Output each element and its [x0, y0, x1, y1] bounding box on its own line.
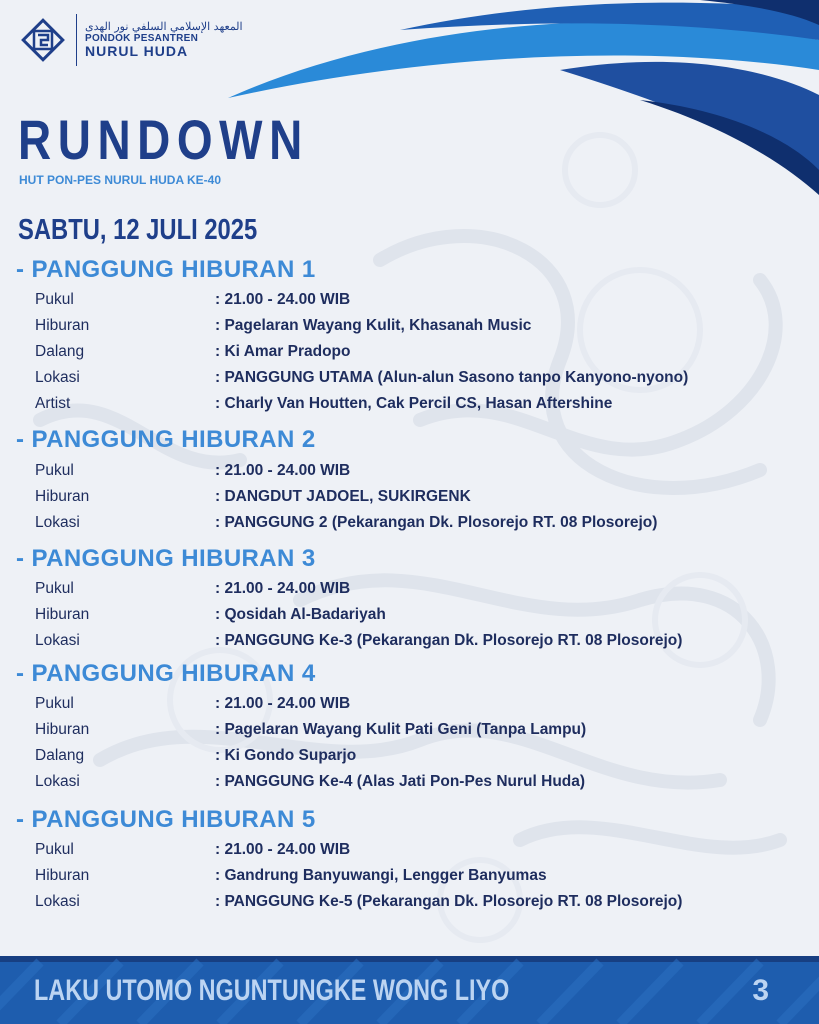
- row-value: : 21.00 - 24.00 WIB: [215, 462, 351, 479]
- page-number: 3: [752, 974, 769, 1007]
- logo-line-1: PONDOK PESANTREN: [85, 32, 199, 44]
- section-title: - PANGGUNG HIBURAN 3: [16, 545, 316, 572]
- row-label: Hiburan: [35, 488, 90, 505]
- row-label: Lokasi: [35, 514, 80, 531]
- section-title: - PANGGUNG HIBURAN 2: [16, 426, 316, 453]
- row-value: : Pagelaran Wayang Kulit, Khasanah Music: [215, 317, 532, 334]
- row-label: Hiburan: [35, 867, 90, 884]
- row-value: : Charly Van Houtten, Cak Percil CS, Hasan Aftershine: [215, 395, 613, 412]
- page-title: RUNDOWN: [18, 108, 309, 171]
- row-value: : Ki Gondo Suparjo: [215, 747, 357, 764]
- footer-motto: LAKU UTOMO NGUNTUNGKE WONG LIYO: [34, 974, 510, 1007]
- row-label: Dalang: [35, 747, 85, 764]
- row-value: : PANGGUNG Ke-4 (Alas Jati Pon-Pes Nurul Huda): [215, 773, 586, 790]
- row-label: Hiburan: [35, 606, 90, 623]
- row-value: : Pagelaran Wayang Kulit Pati Geni (Tanpa Lampu): [215, 721, 587, 738]
- row-label: Lokasi: [35, 632, 80, 649]
- row-value: : Qosidah Al-Badariyah: [215, 606, 386, 623]
- row-label: Pukul: [35, 462, 74, 479]
- section-title: - PANGGUNG HIBURAN 5: [16, 806, 316, 833]
- section-title: - PANGGUNG HIBURAN 1: [16, 256, 316, 283]
- row-label: Lokasi: [35, 893, 80, 910]
- row-value: : PANGGUNG Ke-3 (Pekarangan Dk. Plosorejo RT. 08 Plosorejo): [215, 632, 683, 649]
- row-label: Lokasi: [35, 773, 80, 790]
- page-subtitle: HUT PON-PES NURUL HUDA KE-40: [19, 173, 222, 187]
- footer-banner: [0, 956, 819, 1024]
- logo-line-2: NURUL HUDA: [85, 42, 189, 59]
- row-value: : Ki Amar Pradopo: [215, 343, 351, 360]
- row-label: Artist: [35, 395, 71, 412]
- row-value: : 21.00 - 24.00 WIB: [215, 695, 351, 712]
- row-value: : DANGDUT JADOEL, SUKIRGENK: [215, 488, 471, 505]
- row-value: : PANGGUNG Ke-5 (Pekarangan Dk. Plosorejo RT. 08 Plosorejo): [215, 893, 683, 910]
- section-title: - PANGGUNG HIBURAN 4: [16, 660, 316, 687]
- row-value: : 21.00 - 24.00 WIB: [215, 580, 351, 597]
- kufic-square-logo-icon: [20, 17, 66, 63]
- row-label: Lokasi: [35, 369, 80, 386]
- row-label: Pukul: [35, 841, 74, 858]
- event-date: SABTU, 12 JULI 2025: [18, 214, 258, 246]
- row-value: : PANGGUNG 2 (Pekarangan Dk. Plosorejo RT. 08 Plosorejo): [215, 514, 658, 531]
- row-label: Dalang: [35, 343, 85, 360]
- row-label: Hiburan: [35, 721, 90, 738]
- row-label: Pukul: [35, 580, 74, 597]
- logo-divider: [76, 14, 77, 66]
- row-label: Pukul: [35, 695, 74, 712]
- row-label: Pukul: [35, 291, 74, 308]
- row-value: : 21.00 - 24.00 WIB: [215, 841, 351, 858]
- logo-arabic-text: المعهد الإسلامي السلفي نور الهدى: [85, 19, 243, 33]
- row-label: Hiburan: [35, 317, 90, 334]
- row-value: : Gandrung Banyuwangi, Lengger Banyumas: [215, 867, 547, 884]
- institution-header: [20, 14, 243, 66]
- row-value: : 21.00 - 24.00 WIB: [215, 291, 351, 308]
- row-value: : PANGGUNG UTAMA (Alun-alun Sasono tanpo Kanyono-nyono): [215, 369, 689, 386]
